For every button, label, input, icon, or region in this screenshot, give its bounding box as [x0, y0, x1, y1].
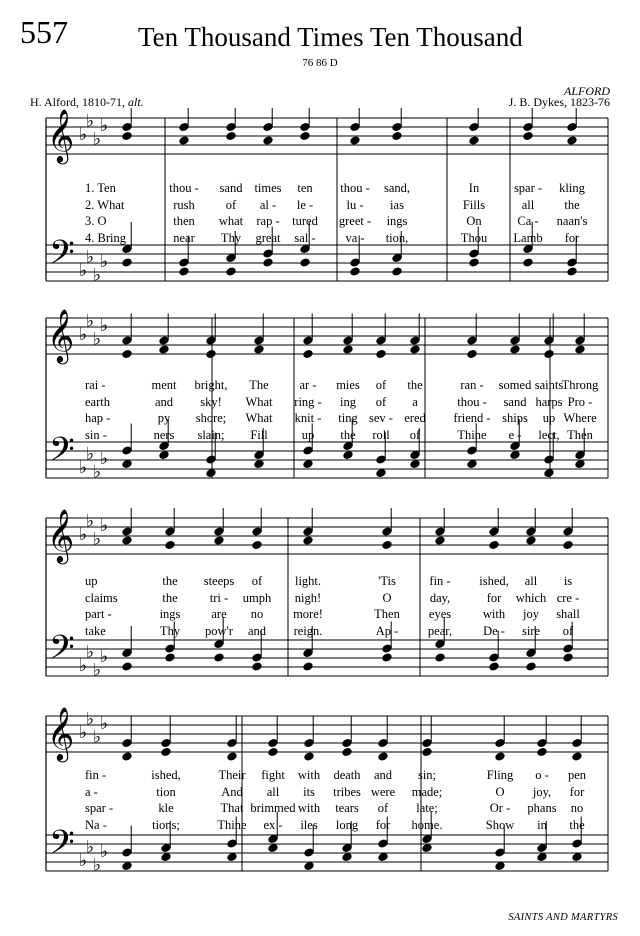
lyric-syllable: tribes — [333, 784, 361, 799]
flat-icon: ♭ — [86, 444, 95, 465]
lyric-syllable: Fill — [250, 427, 268, 442]
lyric-syllable: That — [220, 801, 244, 815]
lyric-syllable: with — [297, 801, 321, 815]
lyric-syllable: the — [407, 378, 423, 392]
lyric-syllable: up — [85, 574, 98, 588]
author-alt: alt. — [128, 95, 144, 109]
lyric-syllable: Thine — [457, 427, 487, 442]
lyric-syllable: rush — [173, 197, 195, 212]
lyric-syllable: fin - — [429, 574, 451, 588]
lyric-syllable: rap - — [256, 214, 280, 228]
lyric-syllable: its — [303, 784, 315, 799]
lyric-syllable: joy, — [532, 784, 552, 799]
lyric-syllable: death — [333, 768, 361, 782]
lyric-syllable: Pro - — [567, 394, 593, 409]
lyric-syllable: up — [301, 427, 315, 442]
lyric-syllable: a — [412, 394, 418, 409]
treble-clef-icon: 𝄞 — [47, 308, 75, 362]
lyric-syllable: ten — [297, 181, 313, 195]
lyric-syllable: late; — [416, 801, 438, 815]
lyric-syllable: with — [482, 607, 506, 621]
lyric-syllable: ment — [151, 378, 177, 392]
lyric-syllable: Fills — [462, 197, 486, 212]
lyric-syllable: pear, — [427, 623, 453, 638]
lyric-syllable: what — [218, 214, 244, 228]
lyric-syllable: shall — [556, 607, 580, 621]
lyric-syllable: thou - — [169, 181, 199, 195]
lyric-syllable: of — [409, 427, 421, 442]
bass-clef-icon: 𝄢 — [49, 629, 75, 675]
hymn-title: Ten Thousand Times Ten Thousand — [138, 22, 523, 52]
lyric-syllable: What — [245, 394, 273, 409]
lyric-syllable: were — [370, 784, 396, 799]
lyric-line-verse-4 — [0, 427, 640, 443]
lyric-syllable: De - — [483, 623, 505, 638]
note-head — [536, 852, 547, 862]
author-name: H. Alford, 1810-71, — [30, 95, 125, 109]
flat-icon: ♭ — [100, 516, 109, 536]
lyric-syllable: sev - — [369, 411, 393, 425]
lyric-syllable: and — [373, 768, 393, 782]
flat-icon: ♭ — [100, 449, 109, 469]
meter: 76 86 D — [302, 57, 338, 69]
lyric-syllable: iles — [300, 817, 318, 832]
lyric-syllable: al - — [259, 197, 277, 212]
lyric-syllable: fight — [261, 768, 285, 782]
lyric-line-verse-1 — [0, 767, 640, 783]
lyric-syllable: On — [466, 214, 482, 228]
lyric-syllable: Lamb — [513, 230, 543, 245]
lyric-syllable: sin - — [85, 427, 107, 442]
lyric-syllable: ias — [390, 197, 404, 212]
lyric-syllable: nigh! — [294, 590, 322, 605]
treble-staff — [46, 518, 608, 554]
lyric-syllable: pow'r — [205, 623, 233, 638]
flat-icon: ♭ — [86, 642, 95, 663]
flat-icon: ♭ — [86, 311, 95, 332]
note-head — [525, 662, 536, 672]
lyric-syllable: lu - — [346, 197, 364, 212]
lyric-line-verse-4 — [0, 623, 640, 639]
treble-clef-icon: 𝄞 — [47, 108, 75, 162]
lyric-line-verse-2 — [0, 784, 640, 800]
bass-staff — [46, 640, 608, 676]
lyric-syllable: Where — [563, 411, 597, 425]
flat-icon: ♭ — [79, 656, 88, 676]
lyric-syllable: ing — [340, 394, 356, 409]
lyric-syllable: phans — [527, 801, 557, 815]
lyric-syllable: bright, — [194, 378, 228, 392]
lyric-syllable: take — [85, 623, 106, 638]
lyric-line-verse-1 — [0, 377, 640, 393]
lyric-syllable: part - — [85, 607, 112, 621]
lyric-syllable: ered — [404, 411, 426, 425]
lyric-syllable: tion — [156, 784, 176, 799]
lyric-syllable: for — [375, 817, 391, 832]
flat-icon: ♭ — [93, 329, 102, 350]
lyric-syllable: no — [570, 801, 584, 815]
composer-credit: J. B. Dykes, 1823-76 — [508, 95, 610, 109]
lyric-syllable: ners — [153, 427, 175, 442]
flat-icon: ♭ — [93, 660, 102, 681]
lyric-syllable: shore; — [195, 411, 227, 425]
lyric-line-verse-3 — [0, 410, 640, 426]
lyric-syllable: of — [375, 394, 387, 409]
lyric-syllable: light. — [294, 574, 322, 588]
lyric-syllable: made; — [411, 784, 443, 799]
note-head — [571, 852, 582, 862]
lyric-line-verse-3 — [0, 606, 640, 622]
lyric-syllable: naan's — [556, 214, 588, 228]
lyric-syllable: ar - — [299, 378, 317, 392]
lyric-syllable: sin; — [417, 768, 437, 782]
lyric-syllable: more! — [293, 607, 323, 621]
lyric-syllable: tri - — [209, 590, 229, 605]
lyric-syllable: le - — [296, 197, 314, 212]
treble-clef-icon: 𝄞 — [47, 508, 75, 562]
flat-icon: ♭ — [79, 723, 88, 743]
note-head — [562, 540, 573, 550]
hymn-number: 557 — [20, 14, 68, 50]
lyric-syllable: eyes — [428, 607, 452, 621]
treble-staff — [46, 318, 608, 354]
lyric-syllable: ished, — [479, 574, 509, 588]
flat-icon: ♭ — [93, 529, 102, 550]
treble-staff — [46, 716, 608, 752]
lyric-line-verse-1 — [0, 180, 640, 196]
lyric-syllable: for — [486, 590, 502, 605]
lyric-syllable: kle — [158, 801, 174, 815]
lyric-syllable: sky! — [200, 394, 222, 409]
lyric-syllable: Thine — [217, 817, 247, 832]
flat-icon: ♭ — [100, 116, 109, 136]
lyric-syllable: ex - — [263, 817, 283, 832]
lyric-syllable: and — [247, 623, 267, 638]
lyric-syllable: The — [249, 378, 269, 392]
flat-icon: ♭ — [93, 727, 102, 748]
lyric-syllable: Thy — [159, 623, 181, 638]
lyric-syllable: kling — [559, 181, 585, 195]
flat-icon: ♭ — [86, 247, 95, 268]
lyric-syllable: the — [162, 574, 178, 588]
lyric-syllable: Show — [485, 817, 515, 832]
lyric-syllable: ting — [338, 411, 358, 425]
bass-clef-icon: 𝄢 — [49, 234, 75, 280]
lyric-line-verse-4 — [0, 817, 640, 833]
lyric-syllable: greet - — [338, 214, 372, 228]
flat-icon: ♭ — [79, 261, 88, 281]
flat-icon: ♭ — [79, 851, 88, 871]
lyric-syllable: knit - — [294, 411, 322, 425]
lyric-syllable: In — [468, 181, 480, 195]
lyric-syllable: 4. Bring — [85, 230, 126, 245]
lyric-syllable: which — [515, 590, 547, 605]
flat-icon: ♭ — [79, 525, 88, 545]
lyric-syllable: the — [340, 427, 356, 442]
lyric-syllable: near — [173, 230, 195, 245]
lyric-syllable: somed — [498, 378, 532, 392]
lyric-syllable: claims — [85, 590, 118, 605]
lyric-syllable: ran - — [460, 378, 484, 392]
lyric-syllable: all — [521, 197, 535, 212]
lyric-syllable: a - — [85, 784, 98, 799]
lyric-syllable: Then — [567, 427, 593, 442]
lyric-syllable: the — [564, 197, 580, 212]
lyric-syllable: ships — [502, 411, 528, 425]
treble-clef-icon: 𝄞 — [47, 706, 75, 760]
lyric-syllable: Fling — [486, 768, 514, 782]
lyric-syllable: Their — [218, 768, 246, 782]
flat-icon: ♭ — [100, 714, 109, 734]
lyric-syllable: And — [221, 784, 243, 799]
note-head — [571, 752, 582, 762]
lyric-syllable: of — [251, 574, 263, 588]
lyric-syllable: harps — [535, 394, 563, 409]
note-head — [536, 747, 547, 757]
lyric-syllable: of — [225, 197, 237, 212]
lyric-syllable: ings — [386, 214, 408, 228]
lyric-syllable: spar - — [513, 181, 543, 195]
lyric-syllable: earth — [85, 394, 110, 409]
lyric-syllable: brimmed — [250, 801, 296, 815]
lyric-syllable: the — [162, 590, 178, 605]
lyric-syllable: sire — [521, 623, 541, 638]
flat-icon: ♭ — [100, 842, 109, 862]
lyric-syllable: of — [375, 378, 387, 392]
lyric-syllable: umph — [242, 590, 272, 605]
lyric-syllable: tured — [292, 214, 318, 228]
lyric-syllable: is — [563, 574, 573, 588]
flat-icon: ♭ — [86, 709, 95, 730]
lyric-syllable: tears — [335, 801, 359, 815]
lyric-syllable: up — [542, 411, 556, 425]
flat-icon: ♭ — [100, 647, 109, 667]
lyric-syllable: tions; — [152, 817, 180, 832]
flat-icon: ♭ — [93, 265, 102, 286]
lyric-line-verse-2 — [0, 590, 640, 606]
lyric-syllable: roll — [372, 427, 390, 442]
lyric-syllable: 3. O — [85, 214, 107, 228]
lyric-syllable: sand — [503, 394, 527, 409]
lyric-syllable: rai - — [85, 378, 106, 392]
lyric-syllable: for — [569, 784, 585, 799]
lyric-syllable: sand — [219, 181, 243, 195]
flat-icon: ♭ — [86, 111, 95, 132]
lyric-syllable: Na - — [85, 817, 107, 832]
lyric-syllable: Ap - — [375, 623, 399, 638]
flat-icon: ♭ — [93, 129, 102, 150]
lyric-syllable: long — [335, 817, 359, 832]
lyric-syllable: lect, — [538, 427, 560, 442]
lyric-syllable: great — [255, 230, 281, 245]
lyric-syllable: for — [564, 230, 580, 245]
lyric-syllable: mies — [336, 378, 360, 392]
lyric-syllable: the — [569, 817, 585, 832]
lyric-syllable: of — [562, 623, 574, 638]
lyric-syllable: va - — [345, 230, 365, 245]
lyric-syllable: O — [382, 590, 392, 605]
lyric-syllable: home. — [411, 817, 443, 832]
lyric-syllable: pen — [567, 768, 587, 782]
lyric-syllable: Throng — [561, 378, 599, 392]
lyric-syllable: fin - — [85, 768, 107, 782]
lyric-syllable: ished, — [151, 768, 181, 782]
flat-icon: ♭ — [79, 325, 88, 345]
lyric-syllable: Thy — [220, 230, 242, 245]
note-head — [562, 653, 573, 663]
bass-clef-icon: 𝄢 — [49, 824, 75, 870]
lyric-syllable: 2. What — [85, 197, 125, 212]
lyric-syllable: steeps — [203, 574, 235, 588]
flat-icon: ♭ — [93, 855, 102, 876]
lyric-syllable: What — [245, 411, 273, 425]
lyric-syllable: Or - — [489, 801, 511, 815]
lyric-line-verse-2 — [0, 197, 640, 213]
lyric-syllable: reign. — [293, 623, 323, 638]
lyric-syllable: in — [537, 817, 547, 832]
lyric-syllable: times — [254, 181, 282, 195]
lyric-syllable: spar - — [85, 801, 114, 815]
flat-icon: ♭ — [86, 837, 95, 858]
lyric-syllable: Ca - — [517, 214, 539, 228]
lyric-syllable: sal - — [294, 230, 316, 245]
flat-icon: ♭ — [100, 316, 109, 336]
flat-icon: ♭ — [79, 125, 88, 145]
lyric-syllable: Thou — [460, 230, 488, 245]
lyric-syllable: hap - — [85, 411, 111, 425]
lyric-syllable: no — [250, 607, 264, 621]
flat-icon: ♭ — [86, 511, 95, 532]
lyric-syllable: ings — [159, 607, 181, 621]
lyric-syllable: ring - — [294, 394, 322, 409]
lyric-syllable: of — [377, 801, 389, 815]
lyric-syllable: tion, — [385, 230, 409, 245]
lyric-syllable: sand, — [383, 181, 411, 195]
lyric-syllable: slain; — [197, 427, 225, 442]
tune-name: ALFORD — [564, 84, 610, 98]
lyric-syllable: all — [524, 574, 538, 588]
lyric-line-verse-2 — [0, 394, 640, 410]
lyric-syllable: thou - — [457, 394, 487, 409]
lyric-syllable: e - — [508, 427, 522, 442]
lyric-syllable: all — [266, 784, 280, 799]
lyric-syllable: friend - — [453, 411, 491, 425]
lyric-line-verse-3 — [0, 213, 640, 229]
lyric-syllable: joy — [523, 607, 539, 621]
lyric-syllable: O — [495, 784, 505, 799]
lyric-line-verse-1 — [0, 573, 640, 589]
flat-icon: ♭ — [93, 462, 102, 483]
lyric-syllable: then — [173, 214, 195, 228]
lyric-syllable: o - — [535, 768, 549, 782]
lyric-syllable: day, — [429, 590, 451, 605]
note-head — [525, 536, 536, 546]
lyric-syllable: py — [157, 411, 171, 425]
lyric-line-verse-4 — [0, 230, 640, 246]
lyric-syllable: 'Tis — [378, 574, 396, 588]
lyric-syllable: and — [154, 394, 174, 409]
lyric-syllable: with — [297, 768, 321, 782]
lyric-syllable: saints — [534, 378, 564, 392]
lyric-syllable: thou - — [340, 181, 370, 195]
lyric-syllable: 1. Ten — [85, 181, 116, 195]
section-footer: SAINTS AND MARTYRS — [508, 912, 618, 923]
lyric-syllable: cre - — [556, 590, 580, 605]
lyric-line-verse-3 — [0, 800, 640, 816]
lyric-syllable: Then — [374, 607, 400, 621]
lyric-syllable: are — [211, 607, 227, 621]
flat-icon: ♭ — [100, 252, 109, 272]
flat-icon: ♭ — [79, 458, 88, 478]
bass-clef-icon: 𝄢 — [49, 431, 75, 477]
